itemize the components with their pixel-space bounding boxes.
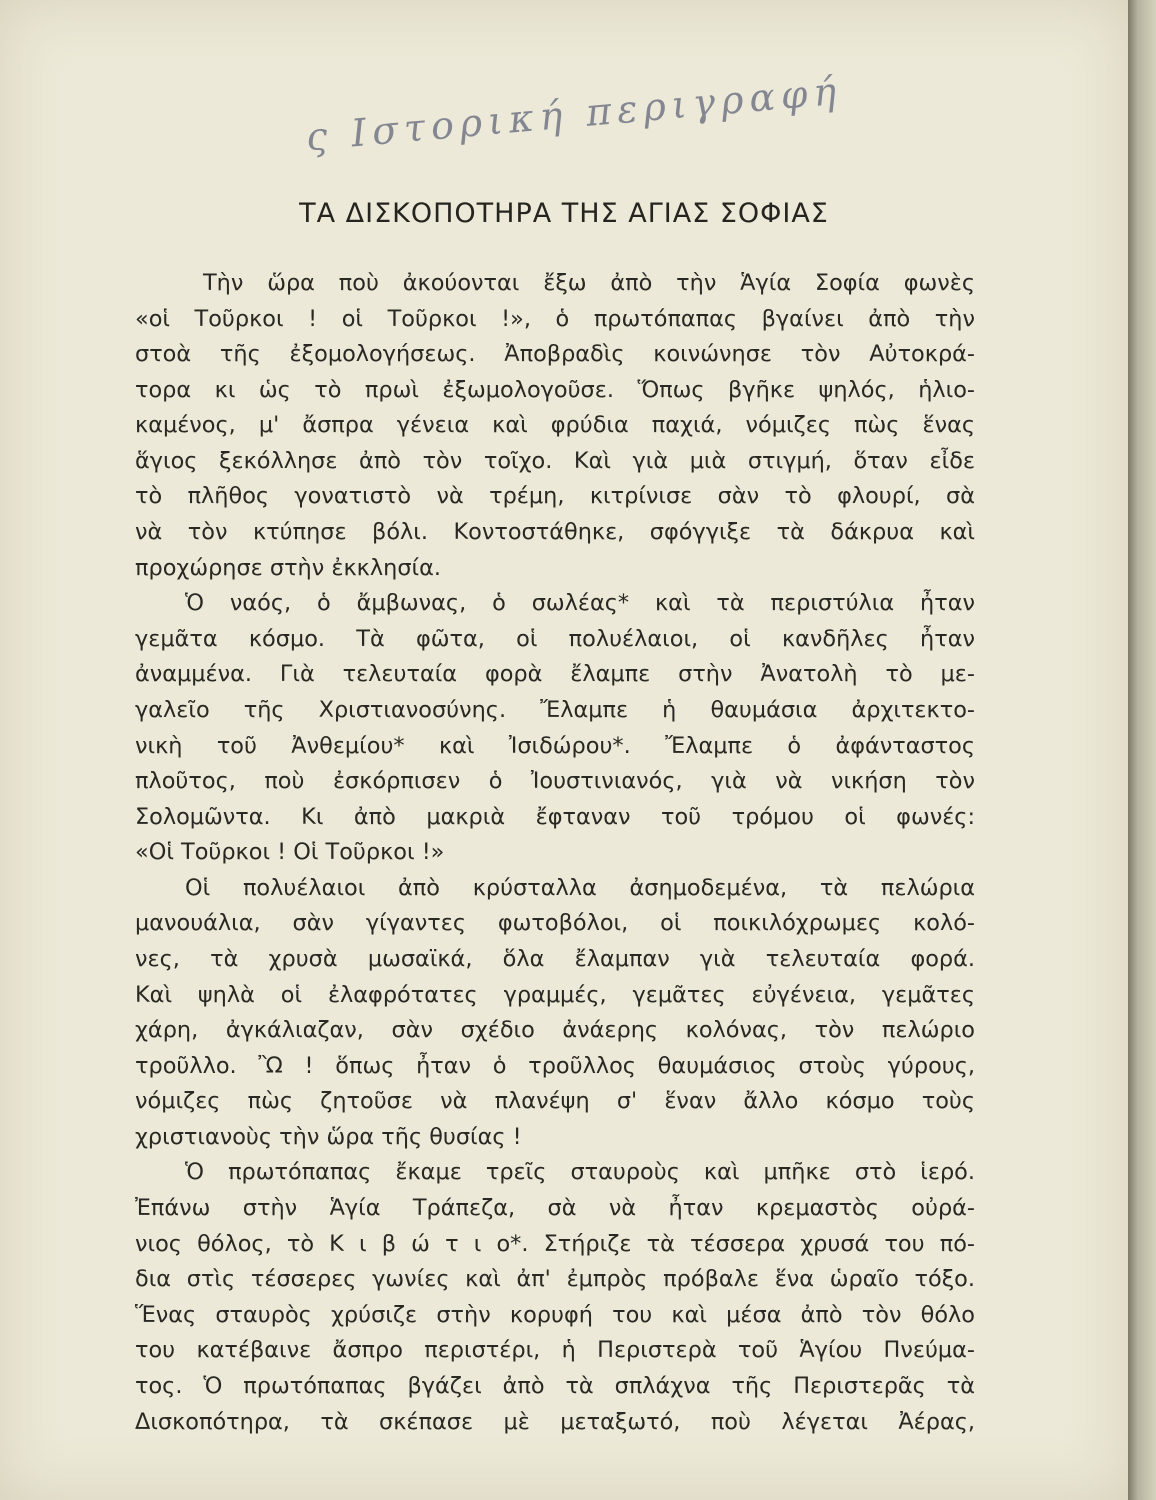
text-line: νικὴ τοῦ Ἀνθεμίου* καὶ Ἰσιδώρου*. Ἔλαμπε ὁ ἀφάνταστος xyxy=(135,732,975,759)
text-line: «οἱ Τοῦρκοι ! οἱ Τοῦρκοι !», ὁ πρωτόπαπας βγαίνει ἀπὸ τὴν xyxy=(135,305,975,332)
text-line: «Οἱ Τοῦρκοι ! Οἱ Τοῦρκοι !» xyxy=(135,839,445,866)
text-line: του κατέβαινε ἄσπρο περιστέρι, ἡ Περιστερὰ τοῦ Ἁγίου Πνεύμα- xyxy=(135,1337,975,1364)
text-line: στοὰ τῆς ἐξομολογήσεως. Ἀποβραδὶς κοινώνησε τὸν Αὐτοκρά- xyxy=(135,341,975,368)
text-line: χάρη, ἀγκάλιαζαν, σὰν σχέδιο ἀνάερης κολόνας, τὸν πελώριο xyxy=(135,1017,975,1044)
text-line: τὸ πλῆθος γονατιστὸ νὰ τρέμη, κιτρίνισε σὰν τὸ φλουρί, σὰ xyxy=(135,483,975,510)
text-line: τορα κι ὡς τὸ πρωὶ ἐξωμολογοῦσε. Ὅπως βγῆκε ψηλός, ἡλιο- xyxy=(135,376,975,403)
text-line: τος. Ὁ πρωτόπαπας βγάζει ἀπὸ τὰ σπλάχνα τῆς Περιστερᾶς τὰ xyxy=(135,1372,975,1399)
text-line: Ὁ πρωτόπαπας ἔκαμε τρεῖς σταυροὺς καὶ μπῆκε στὸ ἱερό. xyxy=(185,1159,975,1186)
binding-edge xyxy=(1128,0,1156,1500)
text-line: μανουάλια, σὰν γίγαντες φωτοβόλοι, οἱ ποικιλόχρωμες κολό- xyxy=(135,910,975,937)
text-line: Ἐπάνω στὴν Ἁγία Τράπεζα, σὰ νὰ ἦταν κρεμαστὸς οὐρά- xyxy=(135,1195,975,1222)
text-line: Τὴν ὥρα ποὺ ἀκούονται ἔξω ἀπὸ τὴν Ἁγία Σοφία φωνὲς xyxy=(203,270,975,296)
handwritten-annotation: ς Ιστορική περιγραφή xyxy=(304,68,844,160)
text-line: γεμᾶτα κόσμο. Τὰ φῶτα, οἱ πολυέλαιοι, οἱ κανδῆλες ἦταν xyxy=(135,625,975,652)
text-line: νιος θόλος, τὸ Κ ι β ώ τ ι ο*. Στήριζε τὰ τέσσερα χρυσά του πό- xyxy=(135,1230,975,1257)
text-line: προχώρησε στὴν ἐκκλησία. xyxy=(135,554,441,581)
text-line: Σολομῶντα. Κι ἀπὸ μακριὰ ἔφταναν τοῦ τρόμου οἱ φωνές: xyxy=(135,803,975,830)
text-line: νες, τὰ χρυσὰ μωσαϊκά, ὅλα ἔλαμπαν γιὰ τελευταία φορά. xyxy=(135,945,975,972)
paragraph-1 xyxy=(135,266,975,586)
page-title: ΤΑ ΔΙΣΚΟΠΟΤΗΡΑ ΤΗΣ ΑΓΙΑΣ ΣΟΦΙΑΣ xyxy=(299,198,829,229)
paragraph-4 xyxy=(135,1155,975,1440)
text-line: χριστιανοὺς τὴν ὥρα τῆς θυσίας ! xyxy=(135,1123,522,1150)
text-line: Δισκοπότηρα, τὰ σκέπασε μὲ μεταξωτό, ποὺ λέγεται Ἀέρας, xyxy=(135,1408,975,1435)
text-line: Οἱ πολυέλαιοι ἀπὸ κρύσταλλα ἀσημοδεμένα, τὰ πελώρια xyxy=(185,874,975,901)
paragraph-3 xyxy=(135,871,975,1156)
text-line: νόμιζες πὼς ζητοῦσε νὰ πλανέψη σ' ἕναν ἄλλο κόσμο τοὺς xyxy=(135,1088,975,1115)
text-line: ἀναμμένα. Γιὰ τελευταία φορὰ ἔλαμπε στὴν Ἀνατολὴ τὸ με- xyxy=(135,661,975,688)
text-line: τροῦλλο. Ὢ ! ὅπως ἦταν ὁ τροῦλλος θαυμάσιος στοὺς γύρους, xyxy=(135,1052,975,1079)
body-text xyxy=(135,266,975,1440)
text-line: καμένος, μ' ἄσπρα γένεια καὶ φρύδια παχιά, νόμιζες πὼς ἕνας xyxy=(135,412,975,439)
text-line: δια στὶς τέσσερες γωνίες καὶ ἀπ' ἐμπρὸς πρόβαλε ἕνα ὡραῖο τόξο. xyxy=(135,1266,975,1293)
text-line: νὰ τὸν κτύπησε βόλι. Κοντοστάθηκε, σφόγγιξε τὰ δάκρυα καὶ xyxy=(135,519,975,546)
text-line: ἅγιος ξεκόλλησε ἀπὸ τὸν τοῖχο. Καὶ γιὰ μιὰ στιγμή, ὅταν εἶδε xyxy=(135,447,975,474)
text-line: Καὶ ψηλὰ οἱ ἐλαφρότατες γραμμές, γεμᾶτες εὐγένεια, γεμᾶτες xyxy=(135,981,975,1008)
text-line: γαλεῖο τῆς Χριστιανοσύνης. Ἔλαμπε ἡ θαυμάσια ἀρχιτεκτο- xyxy=(135,696,975,723)
text-line: Ἕνας σταυρὸς χρύσιζε στὴν κορυφή του καὶ μέσα ἀπὸ τὸν θόλο xyxy=(135,1301,975,1328)
text-line: πλοῦτος, ποὺ ἐσκόρπισεν ὁ Ἰουστινιανός, γιὰ νὰ νικήση τὸν xyxy=(135,768,975,795)
text-line: Ὁ ναός, ὁ ἄμβωνας, ὁ σωλέας* καὶ τὰ περιστύλια ἦταν xyxy=(185,590,975,617)
paragraph-2 xyxy=(135,586,975,871)
